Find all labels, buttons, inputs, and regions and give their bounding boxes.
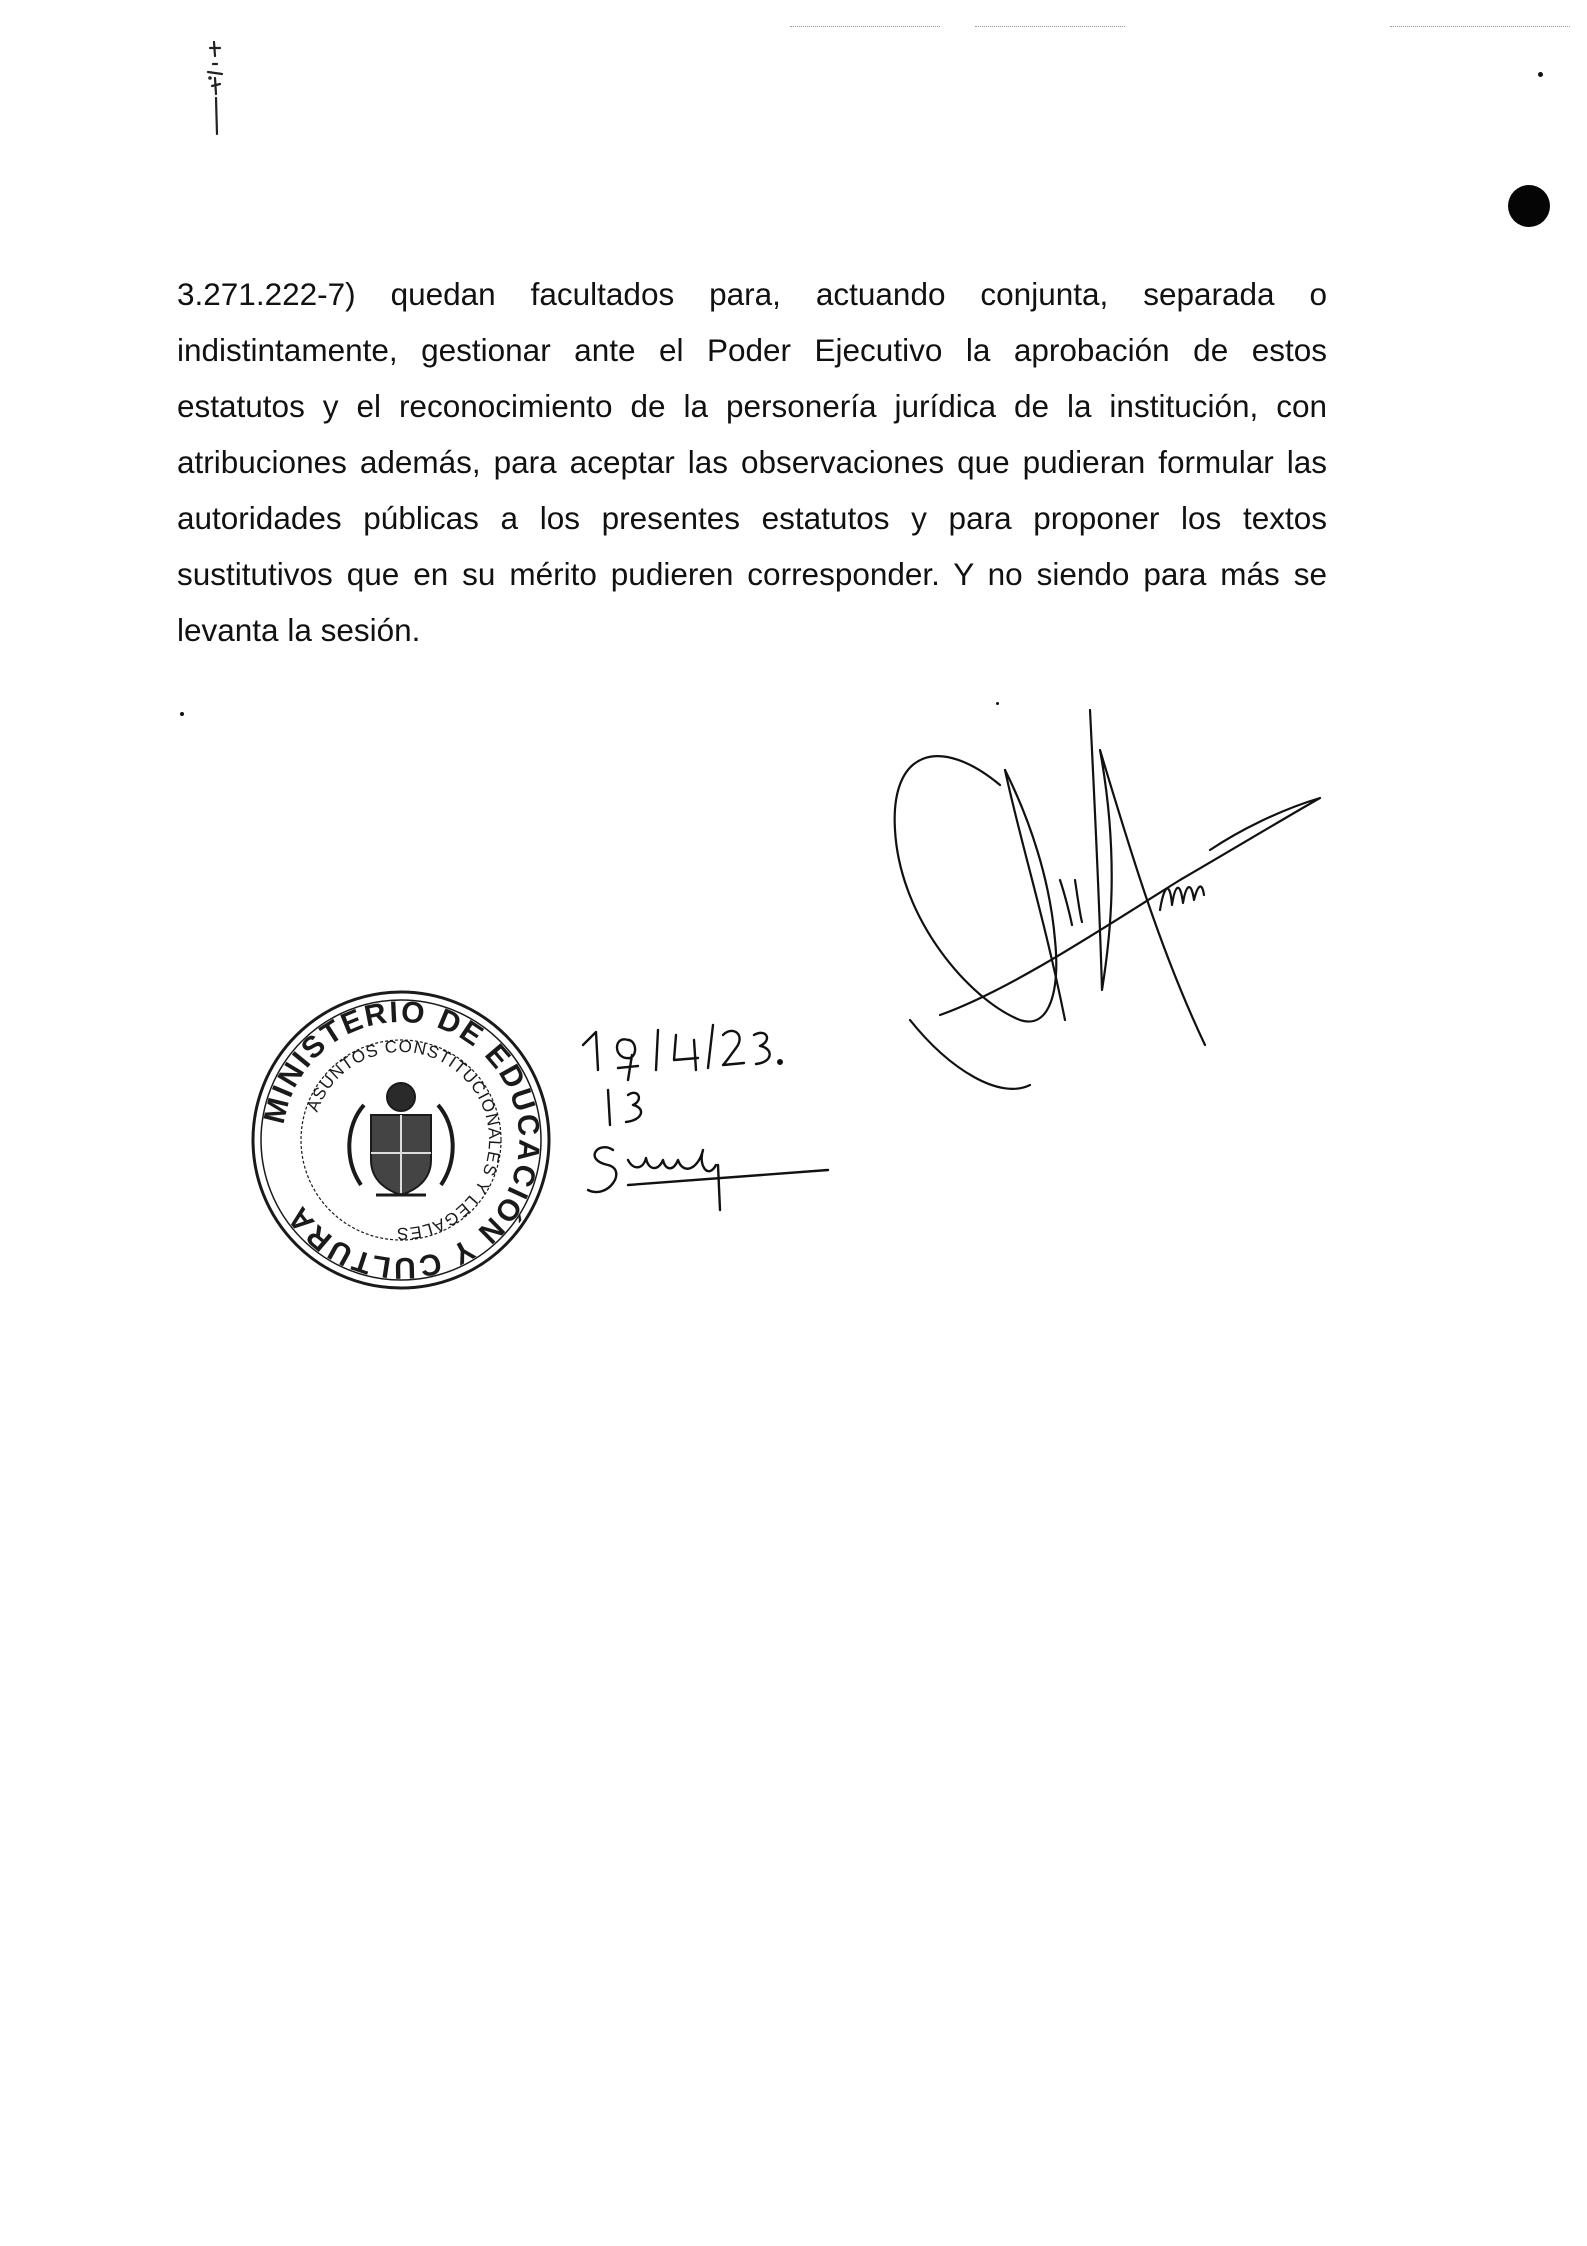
scan-speck (180, 712, 184, 716)
seal-outer-text: MINISTERIO DE EDUCACIÓN Y CULTURA (257, 995, 546, 1285)
scan-artifact-line (1390, 26, 1570, 27)
handwritten-signature (880, 690, 1340, 1110)
paragraph-line: 3.271.222-7) quedan facultados para, actuando conjunta, separada o (177, 276, 1327, 312)
handwritten-date (568, 1000, 858, 1230)
coat-of-arms-icon (349, 1083, 452, 1195)
hole-punch (1508, 185, 1550, 227)
paragraph-line: indistintamente, gestionar ante el Poder Ejecutivo la aprobación de estos (177, 332, 1327, 368)
paragraph-line: levanta la sesión. (177, 612, 421, 648)
paragraph-line: sustitutivos que en su mérito pudieren corresponder. Y no siendo para más se (177, 556, 1327, 592)
body-paragraph (177, 266, 1327, 658)
paragraph-line: autoridades públicas a los presentes estatutos y para proponer los textos (177, 500, 1327, 536)
paragraph-line: atribuciones además, para aceptar las observaciones que pudieran formular las (177, 444, 1327, 480)
staple-mark (196, 34, 236, 144)
ministry-seal (246, 985, 556, 1295)
scan-artifact-line (975, 26, 1125, 27)
scan-speck (1538, 72, 1543, 77)
seal-inner-text: ASUNTOS CONSTITUCIONALES Y LEGALES (303, 1036, 505, 1244)
scan-artifact-line (790, 26, 940, 27)
paragraph-line: estatutos y el reconocimiento de la personería jurídica de la institución, con (177, 388, 1327, 424)
